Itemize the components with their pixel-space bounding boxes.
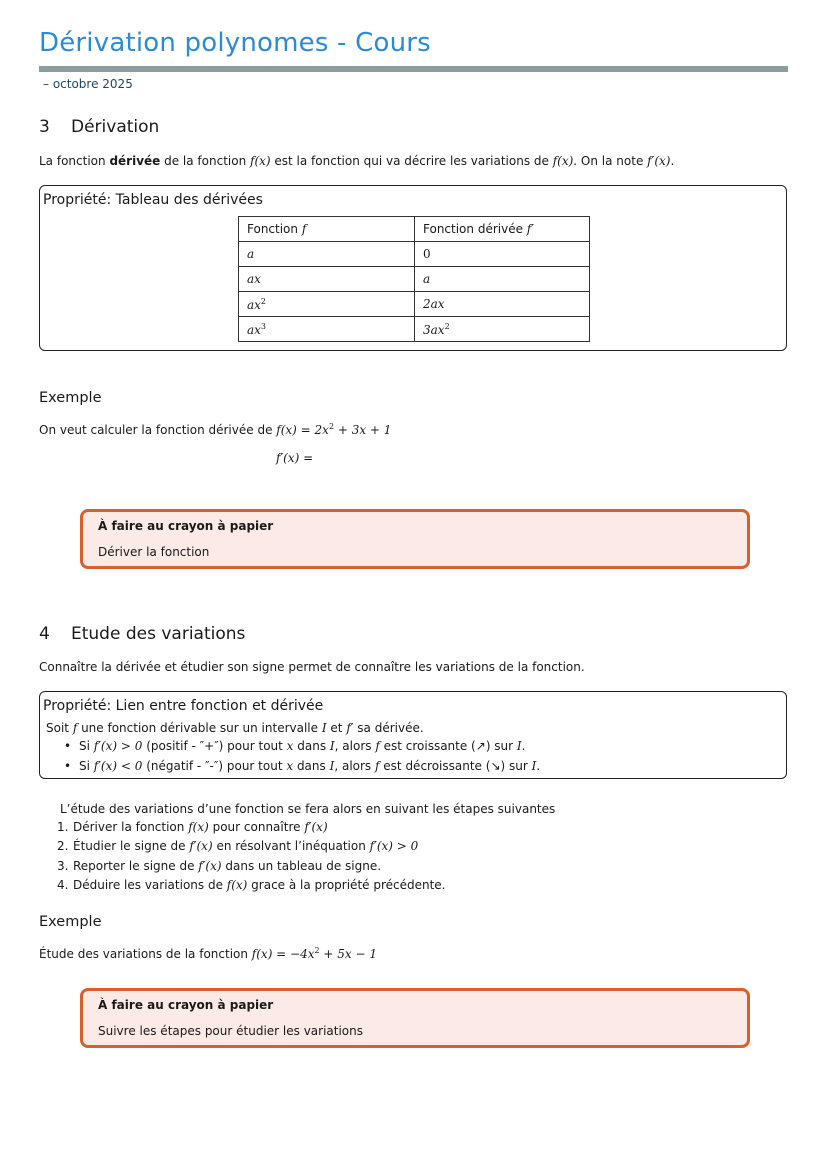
table-cell: 2ax bbox=[415, 292, 590, 317]
table-header-row bbox=[239, 217, 590, 242]
math-expr: f′(x) bbox=[198, 859, 222, 873]
exponent: 2 bbox=[444, 321, 450, 331]
text-span: dans bbox=[293, 739, 330, 753]
header-text: Fonction dérivée bbox=[423, 222, 527, 236]
text-span: , alors bbox=[334, 759, 376, 773]
text-span: (positif - ″+″) pour tout bbox=[142, 739, 287, 753]
math-fx: f(x) bbox=[250, 154, 271, 168]
property-title: Propriété: Lien entre fonction et dérivée bbox=[43, 698, 324, 714]
text-span: On veut calculer la fonction dérivée de bbox=[39, 423, 277, 437]
text-span: grace à la propriété précédente. bbox=[247, 878, 446, 892]
text-span: dans bbox=[293, 759, 330, 773]
example-answer-line: f′(x) = bbox=[276, 451, 314, 465]
math-symbol: x bbox=[286, 759, 294, 773]
pencil-task-box bbox=[80, 509, 750, 569]
table-row bbox=[239, 267, 590, 292]
exponent: 2 bbox=[260, 296, 267, 306]
table-cell: a bbox=[415, 267, 590, 292]
bullet-icon: • bbox=[64, 759, 72, 773]
text-span: est la fonction qui va décrire les variations de bbox=[270, 154, 553, 168]
pencil-task-title: À faire au crayon à papier bbox=[98, 519, 274, 533]
text-span: et bbox=[326, 721, 347, 735]
derivative-definition: La fonction dérivée de la fonction f(x) est la fonction qui va décrire les variations de f(x). On la note f′(x). bbox=[39, 154, 675, 168]
text-span: dans un tableau de signe. bbox=[221, 859, 382, 873]
list-item bbox=[57, 839, 418, 853]
table-cell bbox=[239, 292, 415, 317]
title-rule bbox=[39, 66, 788, 72]
property-box-derivatives bbox=[39, 185, 787, 351]
math-fx: f(x) bbox=[552, 154, 574, 168]
math-expr: f(x) = 2x bbox=[276, 423, 329, 437]
text-span: Soit bbox=[46, 721, 73, 735]
section-4-heading bbox=[39, 624, 245, 644]
derivatives-table bbox=[238, 216, 590, 342]
math-symbol: f′ bbox=[346, 721, 354, 735]
math-expr: f′(x) bbox=[304, 820, 328, 834]
text-span: une fonction dérivable sur un intervalle bbox=[77, 721, 322, 735]
exponent: 2 bbox=[314, 946, 320, 955]
math-expr: f′(x) > 0 bbox=[93, 739, 143, 753]
section-number: 3 bbox=[39, 117, 50, 137]
table-header-cell bbox=[415, 217, 590, 242]
table-cell: ax bbox=[239, 267, 415, 292]
text-span: . bbox=[536, 759, 541, 773]
page-title: Dérivation polynomes - Cours bbox=[39, 28, 431, 58]
math-expr: f′(x) bbox=[189, 839, 213, 853]
math-symbol: I bbox=[321, 721, 327, 735]
table-row bbox=[239, 317, 590, 342]
example-text bbox=[39, 943, 377, 962]
text-span: Si bbox=[79, 759, 94, 773]
text-span: . On la note bbox=[573, 154, 648, 168]
text-span: , alors bbox=[334, 739, 376, 753]
arrow-up-right-icon: ↗ bbox=[475, 739, 486, 753]
math-symbol: I bbox=[329, 739, 335, 753]
text-span: est croissante ( bbox=[379, 739, 476, 753]
math-fpx: f′(x) bbox=[647, 154, 671, 168]
text-span: (négatif - ″-″) pour tout bbox=[142, 759, 287, 773]
example-text bbox=[39, 419, 391, 438]
math-symbol: x bbox=[286, 739, 294, 753]
exponent: 2 bbox=[328, 422, 335, 431]
list-item bbox=[57, 878, 446, 892]
text-span: Si bbox=[79, 739, 94, 753]
cell-base: 3ax bbox=[423, 322, 445, 337]
bullet-decreasing bbox=[64, 759, 540, 773]
math-expr: f(x) bbox=[188, 820, 209, 834]
section-3-heading bbox=[39, 117, 159, 137]
list-number: 1. bbox=[57, 820, 69, 834]
table-row bbox=[239, 242, 590, 267]
text-span: est décroissante ( bbox=[379, 759, 491, 773]
table-header-cell bbox=[239, 217, 415, 242]
property-statement bbox=[46, 720, 424, 736]
text-span: de la fonction bbox=[160, 154, 250, 168]
variations-intro: Connaître la dérivée et étudier son signe permet de connaître les variations de la fonction. bbox=[39, 660, 585, 674]
table-row bbox=[239, 292, 590, 317]
math-symbol: I bbox=[329, 759, 335, 773]
list-item bbox=[57, 859, 381, 873]
math-symbol: f bbox=[375, 739, 380, 753]
text-span: en résolvant l’inéquation bbox=[212, 839, 370, 853]
property-title: Propriété: Tableau des dérivées bbox=[43, 192, 263, 208]
math-symbol: I bbox=[516, 739, 522, 753]
list-number: 3. bbox=[57, 859, 69, 873]
pencil-task-box bbox=[80, 988, 750, 1048]
section-number: 4 bbox=[39, 624, 50, 644]
text-span: Étudier le signe de bbox=[73, 839, 190, 853]
list-number: 4. bbox=[57, 878, 69, 892]
math-expr: + 3x + 1 bbox=[334, 423, 392, 437]
text-span: La fonction bbox=[39, 154, 110, 168]
math-symbol: f bbox=[72, 721, 78, 735]
math-expr: f′(x) < 0 bbox=[93, 759, 143, 773]
bullet-increasing bbox=[64, 739, 526, 753]
pencil-task-title: À faire au crayon à papier bbox=[98, 998, 274, 1012]
math-expr: + 5x − 1 bbox=[319, 947, 378, 961]
text-span: . bbox=[521, 739, 526, 753]
math-expr: f′(x) > 0 bbox=[369, 839, 419, 853]
text-span: pour connaître bbox=[208, 820, 305, 834]
text-span: Reporter le signe de bbox=[73, 859, 199, 873]
section-title: Etude des variations bbox=[71, 624, 246, 644]
text-span: ) sur bbox=[500, 759, 532, 773]
table-cell bbox=[415, 317, 590, 342]
arrow-down-right-icon: ↘ bbox=[490, 759, 501, 773]
math-expr: f(x) = −4x bbox=[251, 947, 315, 961]
list-number: 2. bbox=[57, 839, 69, 853]
list-item bbox=[57, 820, 328, 834]
text-span: Déduire les variations de bbox=[73, 878, 227, 892]
bullet-icon: • bbox=[64, 739, 72, 753]
math-symbol: I bbox=[531, 759, 537, 773]
text-span: Étude des variations de la fonction bbox=[39, 947, 252, 961]
steps-intro: L’étude des variations d’une fonction se fera alors en suivant les étapes suivantes bbox=[60, 802, 556, 816]
text-span: sa dérivée. bbox=[353, 721, 424, 735]
header-symbol: f bbox=[301, 222, 307, 236]
example-heading: Exemple bbox=[39, 390, 102, 406]
pencil-task-body: Suivre les étapes pour étudier les variations bbox=[98, 1024, 364, 1038]
math-symbol: f bbox=[375, 759, 380, 773]
table-cell: a bbox=[239, 242, 415, 267]
text-span: Dériver la fonction bbox=[73, 820, 189, 834]
math-expr: f(x) bbox=[226, 878, 248, 892]
bold-term: dérivée bbox=[109, 154, 161, 168]
doc-date: – octobre 2025 bbox=[43, 77, 133, 91]
header-text: Fonction bbox=[247, 222, 302, 236]
pencil-task-body: Dériver la fonction bbox=[98, 545, 210, 559]
example-heading: Exemple bbox=[39, 914, 102, 930]
property-box-link bbox=[39, 691, 787, 779]
text-span: ) sur bbox=[485, 739, 517, 753]
cell-base: ax bbox=[247, 322, 261, 337]
cell-base: ax bbox=[247, 297, 261, 312]
exponent: 3 bbox=[260, 321, 267, 331]
table-cell bbox=[239, 317, 415, 342]
section-title: Dérivation bbox=[71, 117, 160, 137]
table-cell: 0 bbox=[415, 242, 590, 267]
header-symbol: f′ bbox=[526, 222, 534, 236]
